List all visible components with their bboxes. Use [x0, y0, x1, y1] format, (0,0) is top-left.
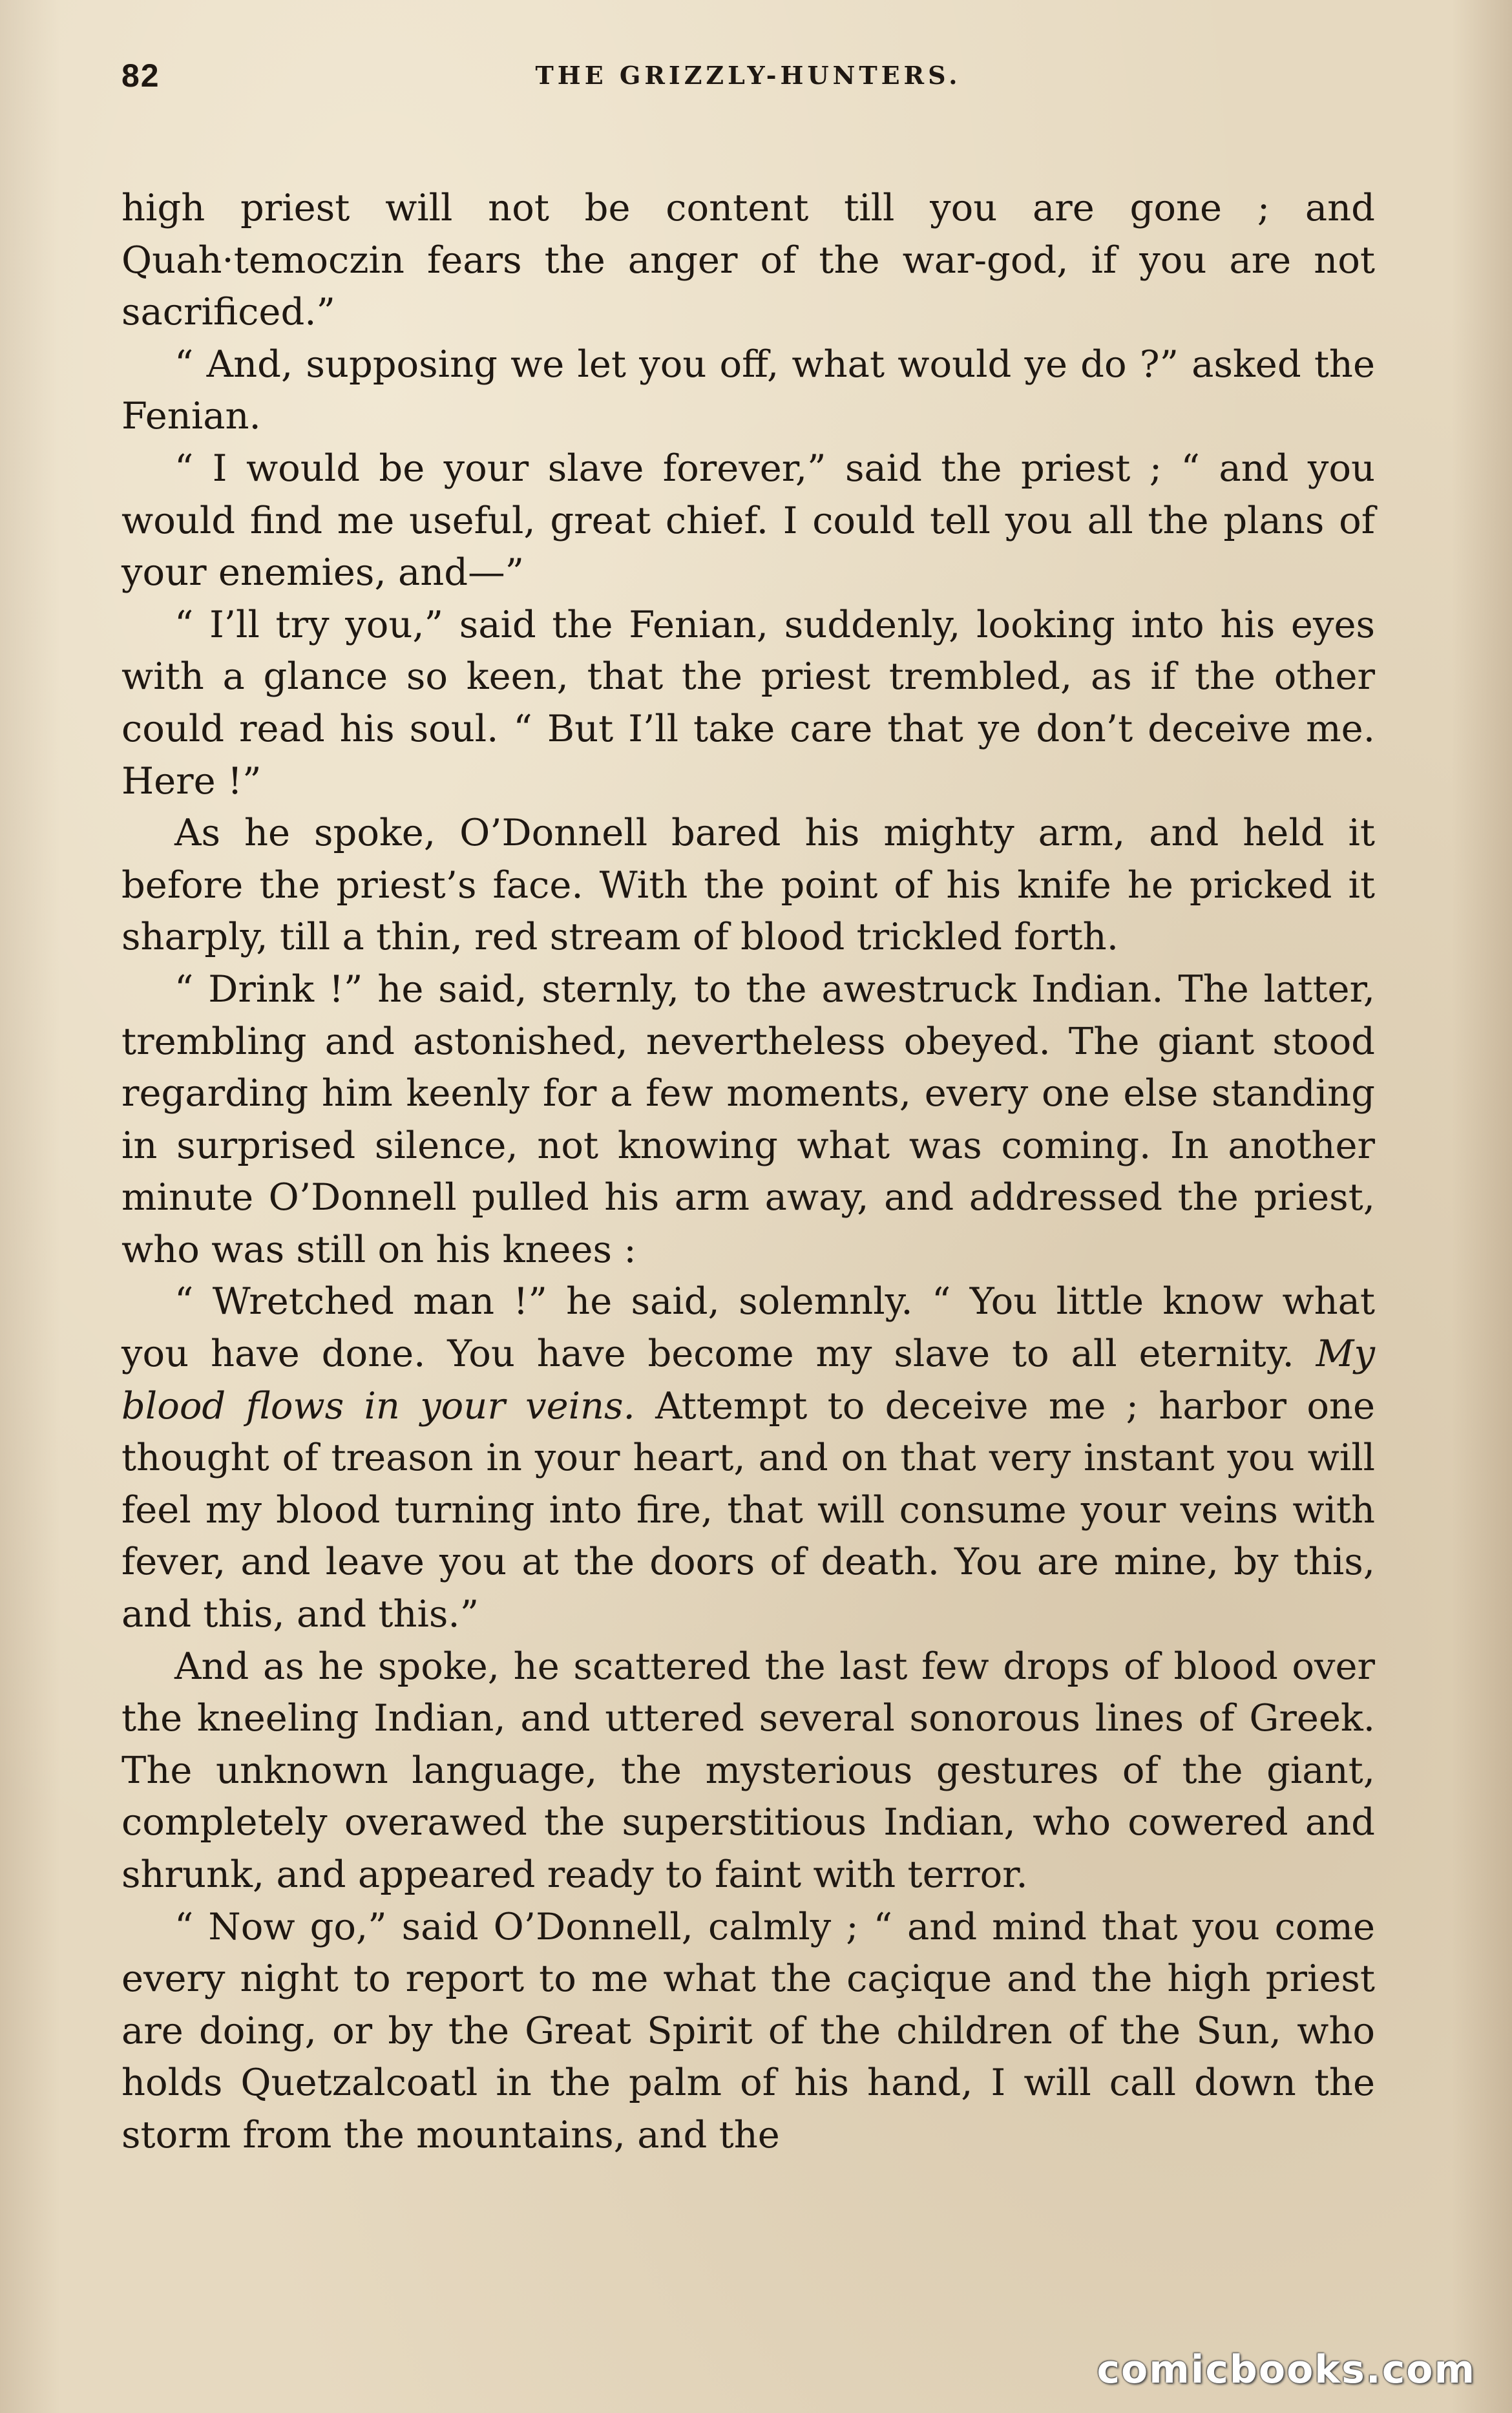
paragraph	[121, 1901, 1375, 2162]
text-run: “ Now go,” said O’Donnell, calmly ; “ and mind that you come every night to report to me what the caçique and the high priest are doing, or by the Great Spirit of the children of the Sun, who holds Quetzalcoatl in the palm of his hand, I will call down the storm from the mountains, and the	[121, 1904, 1375, 2156]
body-text	[121, 182, 1375, 2162]
text-run: “ I would be your slave forever,” said the priest ; “ and you would find me useful, great chief. I could tell you all the plans of your enemies, and—”	[121, 446, 1375, 595]
book-page	[121, 44, 1375, 2162]
text-run: high priest will not be content till you are gone ; and Quah·temoczin fears the anger of the war-god, if you are not sacrificed.”	[121, 186, 1375, 334]
text-run: “ And, supposing we let you off, what would ye do ?” asked the Fenian.	[121, 342, 1375, 438]
paragraph	[121, 1276, 1375, 1640]
page-header	[121, 44, 1375, 116]
paragraph	[121, 1641, 1375, 1901]
paragraph	[121, 182, 1375, 339]
text-run: “ Drink !” he said, sternly, to the awestruck Indian. The latter, trembling and astonished, nevertheless obeyed. The giant stood regarding him keenly for a few moments, every one else standing in surprised silence, not knowing what was coming. In another minute O’Donnell pulled his arm away, and addressed the priest, who was still on his knees :	[121, 967, 1375, 1271]
paragraph	[121, 443, 1375, 599]
running-title: THE GRIZZLY-HUNTERS.	[535, 61, 961, 90]
paragraph	[121, 599, 1375, 807]
site-watermark: comicbooks.com	[1097, 2347, 1476, 2392]
page-number: 82	[121, 58, 160, 94]
paragraph	[121, 807, 1375, 964]
paragraph	[121, 339, 1375, 443]
text-run: “ I’ll try you,” said the Fenian, suddenly, looking into his eyes with a glance so keen, that the priest trembled, as if the other could read his soul. “ But I’ll take care that ye don’t deceive me. Here !”	[121, 602, 1375, 803]
text-run: “ Wretched man !” he said, solemnly. “ You little know what you have done. You have become my slave to all eternity.	[121, 1280, 1375, 1376]
text-run: Attempt to deceive me ; harbor one thought of treason in your heart, and on that very instant you will feel my blood turning into fire, that will consume your veins with fever, and leave you at the doors of death. You are mine, by this, and this, and this.”	[121, 1384, 1375, 1636]
italic-text-run: My blood flows in your veins.	[121, 1332, 1375, 1428]
text-run: As he spoke, O’Donnell bared his mighty arm, and held it before the priest’s face. With the point of his knife he pricked it sharply, till a thin, red stream of blood trickled forth.	[121, 811, 1375, 959]
paragraph	[121, 964, 1375, 1276]
text-run: And as he spoke, he scattered the last few drops of blood over the kneeling Indian, and uttered several sonorous lines of Greek. The unknown language, the mysterious gestures of the giant, completely overawed the superstitious Indian, who cowered and shrunk, and appeared ready to faint with terror.	[121, 1644, 1375, 1896]
